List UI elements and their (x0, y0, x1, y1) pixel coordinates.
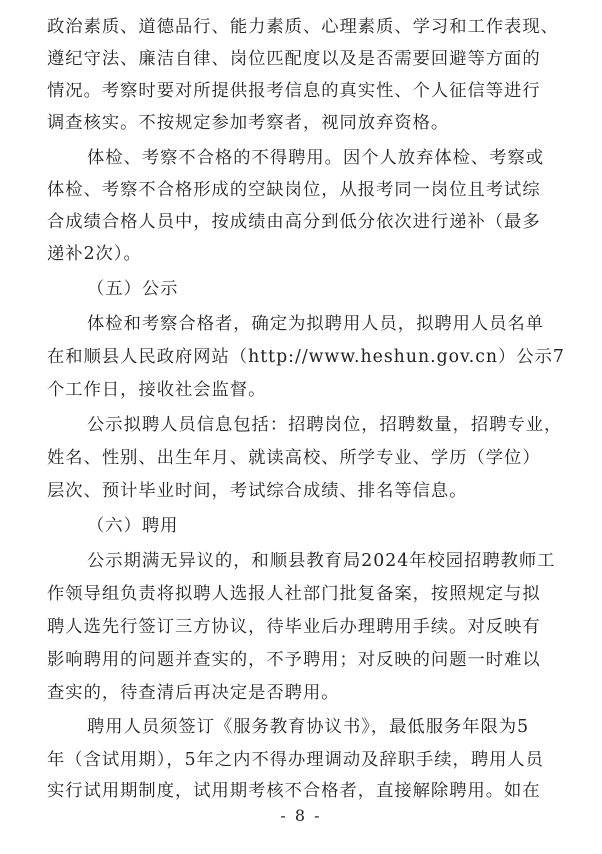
paragraph-first-line: 公示拟聘人员信息包括：招聘岗位，招聘数量，招聘专业， (87, 415, 563, 435)
body-line: 层次、预计毕业时间，考试综合成绩、排名等信息。 (47, 481, 468, 501)
body-line: 个工作日，接收社会监督。 (47, 380, 267, 400)
body-line: 情况。考察时要对所提供报考信息的真实性、个人征信等进行 (47, 81, 541, 101)
section-heading: （五）公示 (87, 279, 179, 299)
body-line: 姓名、性别、出生年月、就读高校、所学专业、学历（学位） (47, 448, 541, 468)
page-number: - 8 - (280, 806, 322, 825)
body-line: 调查核实。不按规定参加考察者，视同放弃资格。 (47, 113, 450, 133)
body-line: 递补2次）。 (47, 244, 142, 264)
body-line: 影响聘用的问题并查实的，不予聘用；对反映的问题一时难以 (47, 650, 541, 670)
body-line: 年（含试用期），5年之内不得办理调动及辞职手续，聘用人员 (47, 750, 544, 770)
paragraph-first-line: 体检和考察合格者，确定为拟聘用人员，拟聘用人员名单 (87, 314, 545, 334)
body-line: 体检、考察不合格形成的空缺岗位，从报考同一岗位且考试综 (47, 180, 541, 200)
section-heading: （六）聘用 (87, 516, 179, 536)
paragraph-first-line: 公示期满无异议的，和顺县教育局2024年校园招聘教师工 (87, 551, 556, 571)
body-line: 在和顺县人民政府网站（http://www.heshun.gov.cn）公示7 (47, 347, 565, 367)
body-line: 作领导组负责将拟聘人选报人社部门批复备案，按照规定与拟 (47, 584, 541, 604)
body-line: 实行试用期制度，试用期考核不合格者，直接解除聘用。如在 (47, 781, 541, 801)
paragraph-first-line: 体检、考察不合格的不得聘用。因个人放弃体检、考察或 (87, 148, 545, 168)
paragraph-first-line: 聘用人员须签订《服务教育协议书》，最低服务年限为5 (87, 717, 530, 737)
body-line: 聘人选先行签订三方协议，待毕业后办理聘用手续。对反映有 (47, 617, 541, 637)
body-line: 合成绩合格人员中，按成绩由高分到低分依次进行递补（最多 (47, 212, 541, 232)
body-line: 查实的，待查清后再决定是否聘用。 (47, 683, 340, 703)
body-line: 政治素质、道德品行、能力素质、心理素质、学习和工作表现、 (47, 17, 559, 37)
body-line: 遵纪守法、廉洁自律、岗位匹配度以及是否需要回避等方面的 (47, 49, 541, 69)
